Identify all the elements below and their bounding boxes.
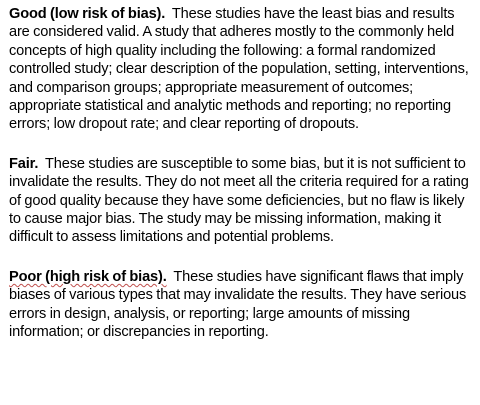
document-body — [9, 5, 474, 342]
paragraph-poor — [9, 268, 474, 342]
paragraph-fair — [9, 155, 474, 247]
body-good: These studies have the least bias and results are considered valid. A study that adheres mostly to the commonly held concepts of high quality including the following: a formal randomized controlled study; clear description of the population, setting, interventions, and comparison groups; appropriate measurement of outcomes; appropriate statistical and analytic methods and reporting; no reporting errors; low dropout rate; and clear reporting of dropouts. — [9, 6, 469, 133]
body-fair: These studies are susceptible to some bias, but it is not sufficient to invalidate the results. They do not meet all the criteria required for a rating of good quality because they have some deficiencies, but no flaw is likely to cause major bias. The study may be missing information, making it difficult to assess limitations and potential problems. — [9, 155, 469, 246]
heading-good: Good (low risk of bias). — [9, 6, 166, 22]
paragraph-good — [9, 5, 474, 134]
body-poor: These studies have significant flaws that imply biases of various types that may invalidate the results. They have serious errors in design, analysis, or reporting; large amounts of missing information; or discrepancies in reporting. — [9, 268, 467, 341]
heading-fair: Fair. — [9, 155, 39, 172]
heading-poor: Poor (high risk of bias). — [9, 268, 167, 285]
